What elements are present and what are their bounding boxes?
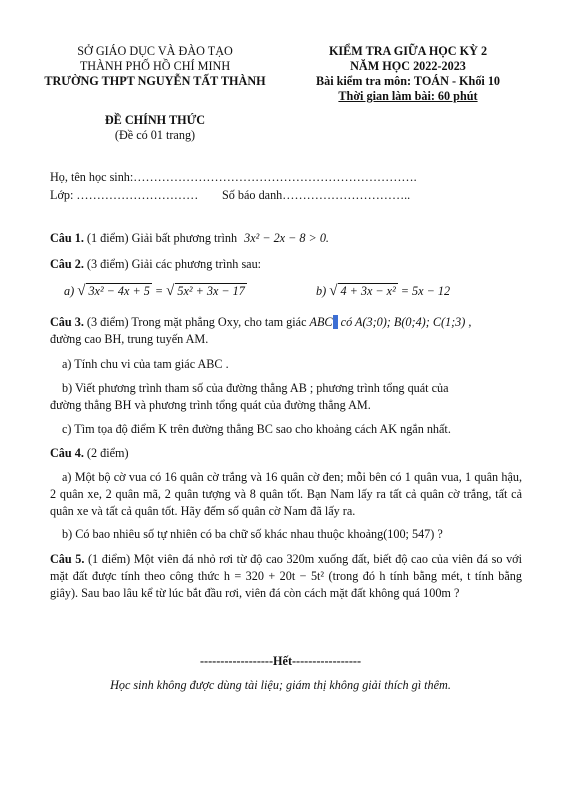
q3-line2: đường cao BH, trung tuyến AM. [50, 332, 209, 346]
dept-name: SỞ GIÁO DỤC VÀ ĐÀO TẠO [77, 44, 233, 58]
q2-label: Câu 2. [50, 257, 84, 271]
end-marker: ------------------Hết----------------- [200, 654, 361, 668]
q3-part-c: c) Tìm tọa độ điểm K trên đường thẳng BC sao cho khoảng cách AK ngắn nhất. [62, 422, 451, 436]
time-limit: Thời gian làm bài: 60 phút [338, 89, 478, 103]
q1-text: (1 điểm) Giải bất phương trình [86, 231, 238, 245]
school-name: TRƯỜNG THPT NGUYỄN TẤT THÀNH [44, 74, 266, 88]
q4-text: (2 điểm) [86, 446, 129, 460]
q3-text2: có A(3;0); B(0;4); C(1;3) , [340, 315, 472, 329]
q3-part-a: a) Tính chu vi của tam giác ABC . [62, 357, 229, 371]
q2a-label: a) [64, 284, 75, 298]
header-left [40, 44, 270, 89]
q3-abc: ABC [309, 315, 333, 329]
q3-label: Câu 3. [50, 315, 84, 329]
footer-note: Học sinh không được dùng tài liệu; giám thị không giải thích gì thêm. [110, 678, 451, 692]
q5-label: Câu 5. [50, 552, 85, 566]
student-name-line: Họ, tên học sinh:……………………………………………………………. [50, 170, 417, 184]
question-5 [50, 551, 522, 602]
q2a-rhs: 5x² + 3x − 17 [177, 284, 245, 298]
q3-text1: (3 điểm) Trong mặt phẳng Oxy, cho tam giác [86, 315, 307, 329]
q2b-label: b) [316, 284, 327, 298]
q3-part-b-line2: đường thẳng BH và phương trình tổng quát của đường thẳng AM. [50, 398, 371, 412]
q2b-lhs: 4 + 3x − x² [340, 284, 396, 298]
q5-text: (1 điểm) Một viên đá nhỏ rơi từ độ cao 320m xuống đất, biết độ cao của viên đá so với mặt đất được tính theo công thức h = 320 + 20t − 5t² (trong đó h tính bằng mét, t tính bằng giây). Sau bao lâu kể từ lúc bắt đầu rơi, viên đá còn cách mặt đất không quá 100m ? [50, 552, 522, 600]
q4-label: Câu 4. [50, 446, 84, 460]
class-line: Lớp: ………………………… [50, 188, 199, 202]
school-year: NĂM HỌC 2022-2023 [350, 59, 466, 73]
q1-expression: 3x² − 2x − 8 > 0. [244, 231, 329, 245]
q1-label: Câu 1. [50, 231, 84, 245]
page-count: (Đề có 01 trang) [114, 128, 196, 142]
question-3 [50, 315, 471, 330]
q2b-rhs: = 5x − 12 [400, 284, 451, 298]
q2-part-b: b) √ 4 + 3x − x² = 5x − 12 [316, 283, 451, 299]
question-1 [50, 231, 329, 246]
q2a-lhs: 3x² − 4x + 5 [88, 284, 150, 298]
city-name: THÀNH PHỐ HỒ CHÍ MINH [79, 59, 231, 73]
exam-title: KIỂM TRA GIỮA HỌC KỲ 2 [328, 44, 488, 58]
subject-line: Bài kiểm tra môn: TOÁN - Khối 10 [315, 74, 501, 88]
q3-part-b-line1: b) Viết phương trình tham số của đường thẳng AB ; phương trình tổng quát của [62, 381, 449, 395]
q2-part-a: a) √ 3x² − 4x + 5 = √ 5x² + 3x − 17 [64, 283, 245, 299]
q2-text: (3 điểm) Giải các phương trình sau: [86, 257, 262, 271]
q4-part-b: b) Có bao nhiêu số tự nhiên có ba chữ số khác nhau thuộc khoảng(100; 547) ? [62, 527, 443, 541]
question-4 [50, 446, 129, 461]
official-label: ĐỀ CHÍNH THỨC [104, 113, 206, 127]
header-right [296, 44, 520, 104]
q4-part-a: a) Một bộ cờ vua có 16 quân cờ trắng và 16 quân cờ đen; mỗi bên có 1 quân vua, 1 quân hậu, 2 quân xe, 2 quân mã, 2 quân tượng và 8 quân tốt. Bạn Nam lấy ra tất cả quân cờ trắng, tất cả quân xe và tất cả quân tốt. Hãy đếm số quân cờ Nam đã lấy ra. [50, 470, 522, 518]
student-id-line: Số báo danh………………………….. [222, 188, 411, 202]
question-2 [50, 257, 261, 272]
